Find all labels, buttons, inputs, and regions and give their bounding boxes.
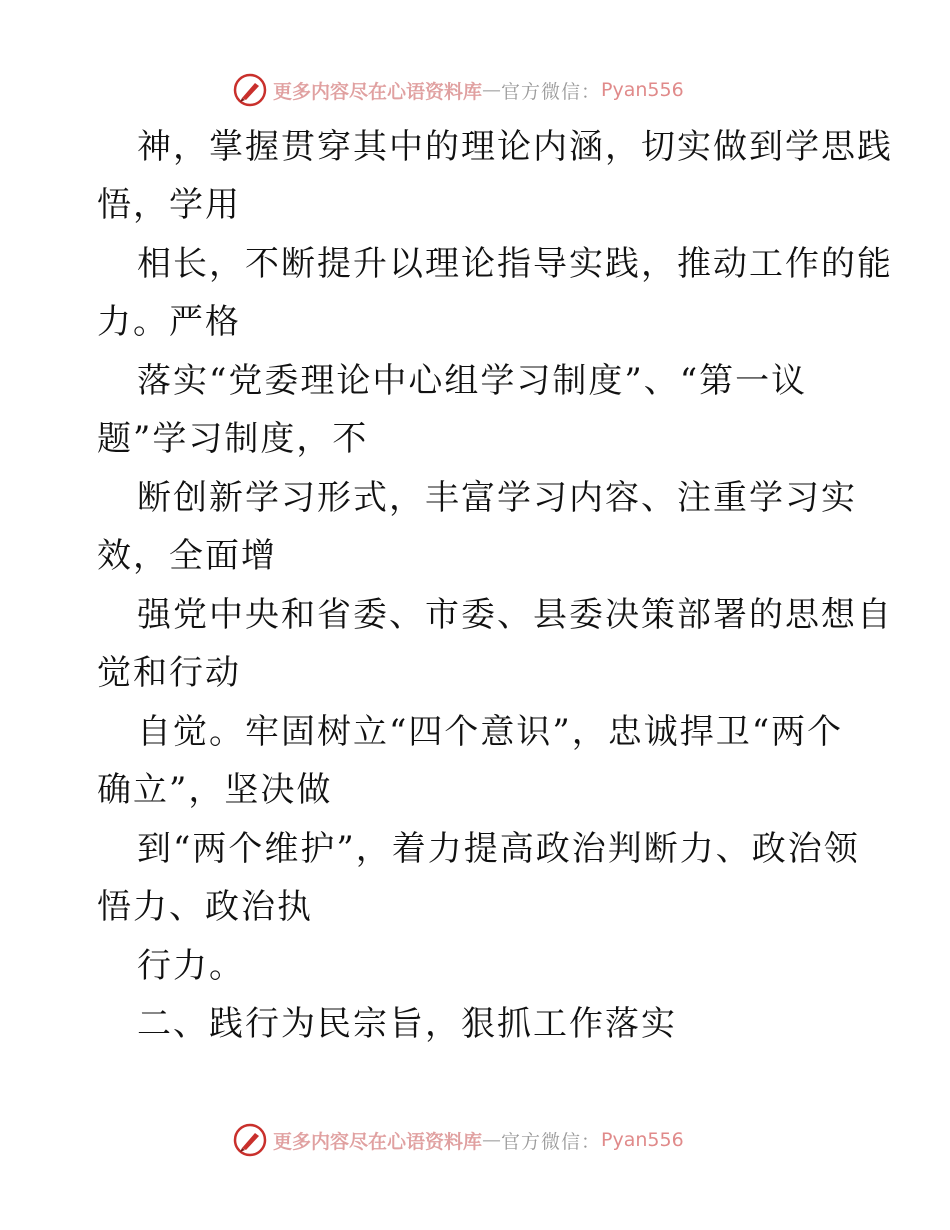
text-line: 行力。 xyxy=(137,946,245,986)
text-line: 神，掌握贯穿其中的理论内涵，切实做到学思践 xyxy=(137,127,893,167)
pen-logo-icon xyxy=(233,73,267,107)
text-line: 断创新学习形式，丰富学习内容、注重学习实 xyxy=(137,478,857,518)
text-line: 力。严格 xyxy=(97,302,241,342)
text-line: 确立”，坚决做 xyxy=(97,770,333,810)
footer-watermark xyxy=(233,1122,684,1158)
text-line: 效，全面增 xyxy=(97,536,277,576)
watermark-title: 更多内容尽在心语资料库 xyxy=(273,80,483,103)
watermark-id: Pyan556 xyxy=(601,79,684,101)
text-line: 觉和行动 xyxy=(97,653,241,693)
section-heading: 二、践行为民宗旨，狠抓工作落实 xyxy=(137,1004,677,1044)
watermark-dash: — xyxy=(482,79,502,101)
text-line: 到“两个维护”，着力提高政治判断力、政治领 xyxy=(137,829,860,869)
text-line: 题”学习制度，不 xyxy=(97,419,369,459)
text-line: 强党中央和省委、市委、县委决策部署的思想自 xyxy=(137,595,893,635)
text-line: 相长，不断提升以理论指导实践，推动工作的能 xyxy=(137,244,893,284)
watermark-label: 官方微信： xyxy=(501,1130,602,1153)
watermark-title: 更多内容尽在心语资料库 xyxy=(273,1130,483,1153)
watermark-dash: — xyxy=(482,1129,502,1151)
text-line: 悟力、政治执 xyxy=(97,887,313,927)
text-line: 悟，学用 xyxy=(97,185,241,225)
pen-logo-icon xyxy=(233,1123,267,1157)
text-line: 自觉。牢固树立“四个意识”，忠诚捍卫“两个 xyxy=(137,712,844,752)
header-watermark xyxy=(233,72,684,108)
text-line: 落实“党委理论中心组学习制度”、“第一议 xyxy=(137,361,808,401)
watermark-id: Pyan556 xyxy=(601,1129,684,1151)
watermark-label: 官方微信： xyxy=(501,80,602,103)
